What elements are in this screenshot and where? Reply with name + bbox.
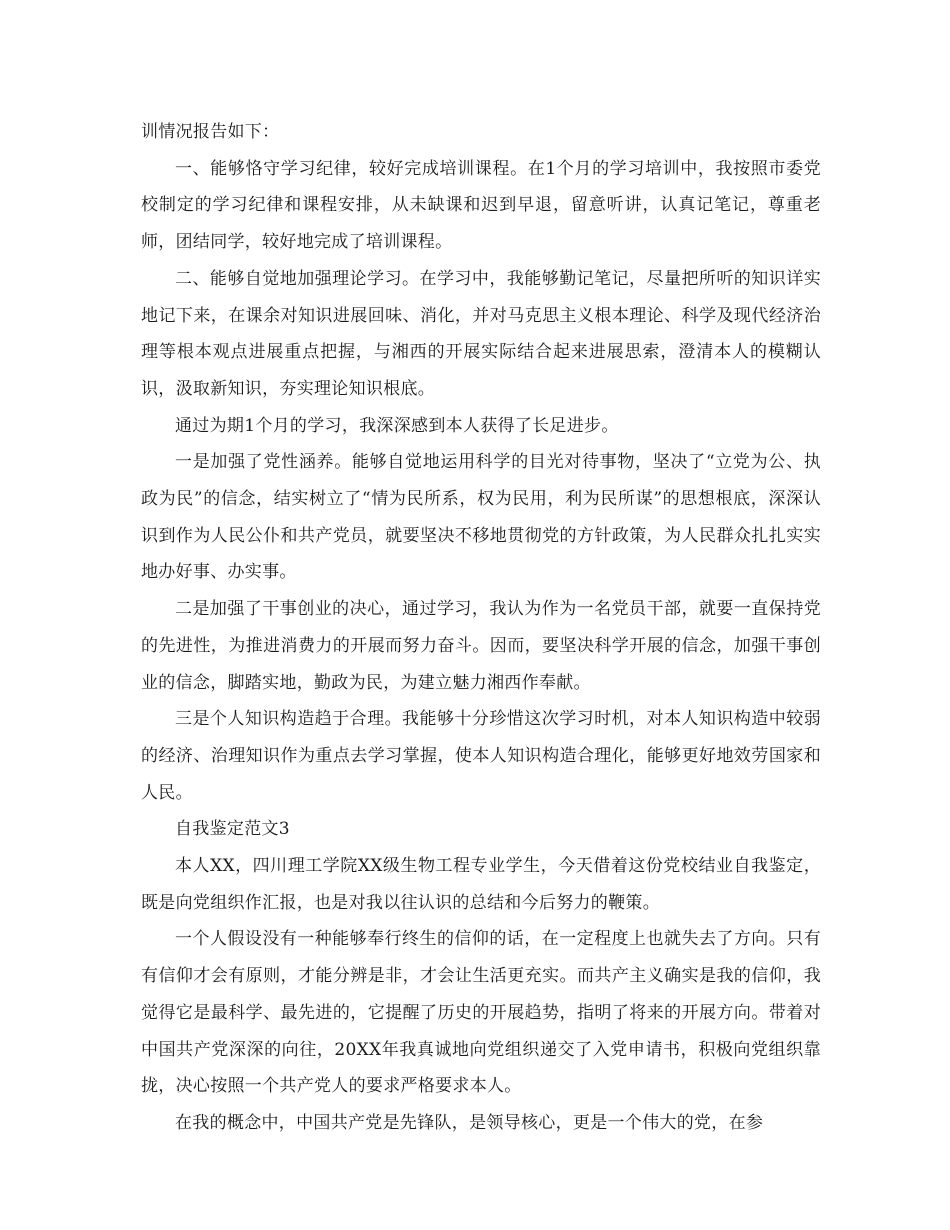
paragraph-belief: 一个人假设没有一种能够奉行终生的信仰的话，在一定程度上也就失去了方向。只有有信仰才会有原则，才能分辨是非，才会让生活更充实。而共产主义确实是我的信仰，我觉得它是最科学、最先进的，它提醒了历史的开展趋势，指明了将来的开展方向。带着对中国共产党深深的向往，20XX年我真诚地向党组织递交了入党申请书，积极向党组织靠拢，决心按照一个共产党人的要求严格要求本人。 [141, 929, 821, 1097]
section-heading: 自我鉴定范文3 [175, 819, 290, 840]
paragraph-point-two: 二、能够自觉地加强理论学习。在学习中，我能够勤记笔记，尽量把所听的知识详实地记下来，在课余对知识进展回味、消化，并对马克思主义根本理论、科学及现代经济治理等根本观点进展重点把握，与湘西的开展实际结合起来进展思索，澄清本人的模糊认识，汲取新知识，夯实理论知识根底。 [141, 268, 821, 399]
paragraph-concept: 在我的概念中，中国共产党是先锋队，是领导核心，更是一个伟大的党，在参 [175, 1112, 764, 1133]
document-body [141, 114, 821, 1142]
paragraph-summary: 通过为期1个月的学习，我深深感到本人获得了长足进步。 [175, 415, 619, 436]
paragraph-intro: 本人XX，四川理工学院XX级生物工程专业学生，今天借着这份党校结业自我鉴定，既是向党组织作汇报，也是对我以往认识的总结和今后努力的鞭策。 [141, 856, 821, 913]
paragraph-point-one: 一、能够恪守学习纪律，较好完成培训课程。在1个月的学习培训中，我按照市委党校制定的学习纪律和课程安排，从未缺课和迟到早退，留意听讲，认真记笔记，尊重老师，团结同学，较好地完成了培训课程。 [141, 158, 821, 253]
paragraph-gain-one: 一是加强了党性涵养。能够自觉地运用科学的目光对待事物，坚决了“立党为公、执政为民”的信念，结实树立了“情为民所系，权为民用，利为民所谋”的思想根底，深深认识到作为人民公仆和共产党员，就要坚决不移地贯彻党的方针政策，为人民群众扎扎实实地办好事、办实事。 [141, 452, 821, 583]
paragraph-gain-two: 二是加强了干事创业的决心，通过学习，我认为作为一名党员干部，就要一直保持党的先进性，为推进消费力的开展而努力奋斗。因而，要坚决科学开展的信念，加强干事创业的信念，脚踏实地，勤政为民，为建立魅力湘西作奉献。 [141, 599, 821, 693]
paragraph-gain-three: 三是个人知识构造趋于合理。我能够十分珍惜这次学习时机，对本人知识构造中较弱的经济、治理知识作为重点去学习掌握，使本人知识构造合理化，能够更好地效劳国家和人民。 [141, 709, 821, 803]
paragraph-continuation: 训情况报告如下： [141, 122, 280, 142]
